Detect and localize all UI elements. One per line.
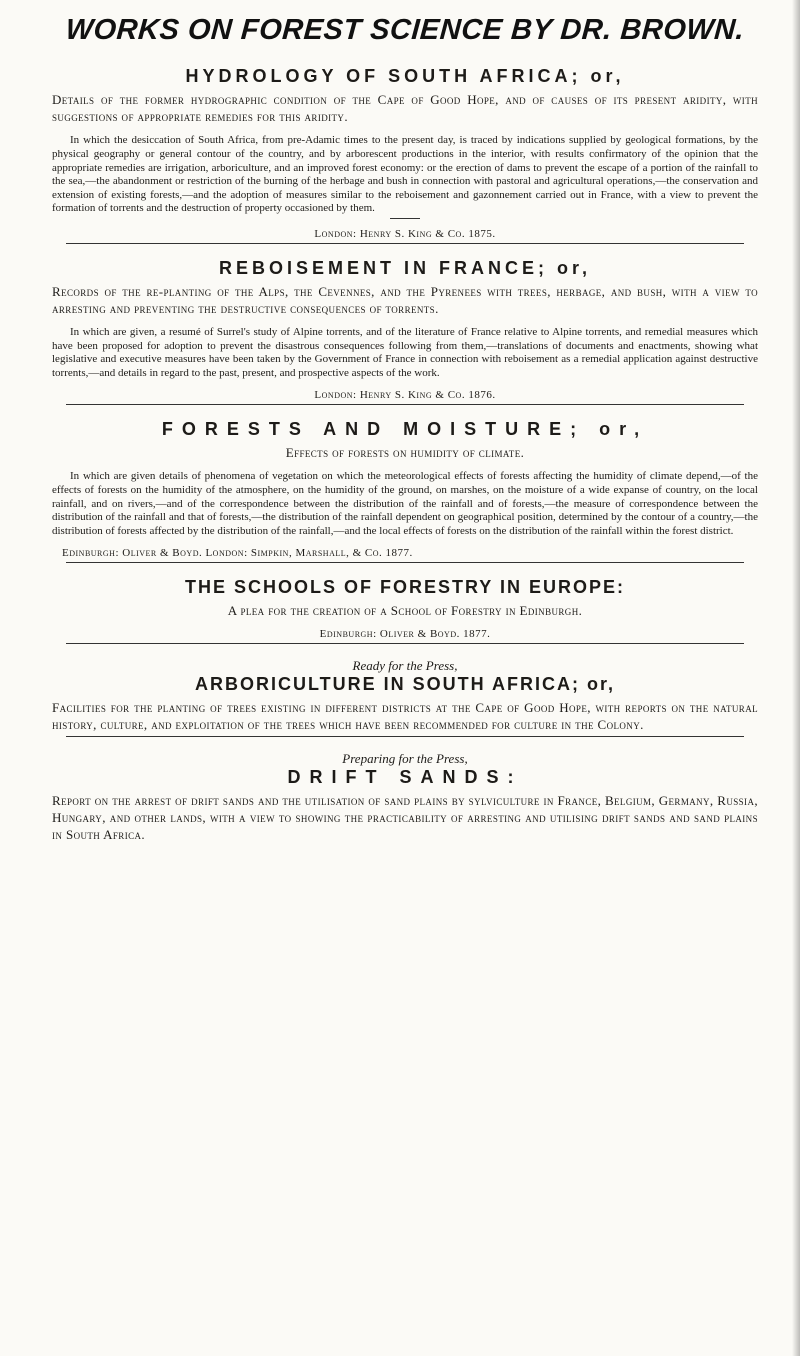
book-entry-hydrology (52, 66, 758, 244)
book-title: HYDROLOGY OF SOUTH AFRICA; or, (185, 66, 625, 87)
book-title: REBOISEMENT IN FRANCE; or, (218, 257, 591, 278)
book-publisher: Edinburgh: Oliver & Boyd. London: Simpkin, Marshall, & Co. 1877. (62, 547, 413, 560)
divider (66, 243, 744, 244)
masthead: WORKS ON FOREST SCIENCE BY DR. BROWN. (64, 14, 746, 46)
book-entry-schools-forestry (52, 577, 758, 644)
book-status-note: Preparing for the Press, (342, 751, 468, 767)
book-publisher: Edinburgh: Oliver & Boyd. 1877. (319, 628, 491, 641)
divider (66, 562, 744, 563)
book-description: In which are given, a resumé of Surrel's study of Alpine torrents, and of the literature of France relative to Alpine torrents, and remedial measures which have been proposed for adoption to prevent the disastrous consequences following from them,—translations of documents and enactments, showing what legislative and executive measures have been taken by the Government of France in connection with reboisement as a remedial application against destructive torrents,—and details in regard to the past, present, and prospective aspects of the work. (52, 325, 758, 379)
divider (390, 218, 420, 219)
book-subtitle: Facilities for the planting of trees existing in different districts at the Cape of Good Hope, with reports on the natural history, culture, and exploitation of the trees which have been recommended for culture in the Colony. (52, 700, 758, 733)
book-description: In which the desiccation of South Africa, from pre-Adamic times to the present day, is traced by indications supplied by geological formations, by the physical geography or general contour of the country, and by arborescent productions in the interior, with results confirmatory of the opinion that the appropriate remedies are irrigation, arboriculture, and an improved forest economy: or the erection of dams to prevent the escape of a portion of the rainfall to the sea,—the abandonment or restriction of the burning of the herbage and bush in connection with pastoral and agricultural operations,—the conservation and extension of existing forests,—and the adoption of measures similar to the reboisement and gazonnement carried out in France, with a view to prevent the formation of torrents and the destruction of property occasioned by them. (52, 134, 758, 215)
book-description: In which are given details of phenomena of vegetation on which the meteorological effects of forests affecting the humidity of climate depend,—of the effects of forests on the humidity of the atmosphere, on the humidity of the ground, on marshes, on the moisture of a wide expanse of country, on the local rainfall, and on rivers,—and of the correspondence between the distribution of the rainfall and of forests,—the measure of correspondence between the distribution of the rainfall and that of forests,—the distribution of the rainfall dependent on geographical position, determined by the contour of a country,—the distribution of forests affected by the distribution of the rainfall,—and the local effects of forests on the distribution of the rainfall within the forest district. (52, 470, 758, 537)
book-subtitle: Report on the arrest of drift sands and the utilisation of sand plains by sylviculture in France, Belgium, Germany, Russia, Hungary, and other lands, with a view to showing the practicability of arresting and utilising drift sands and sand plains in South Africa. (52, 793, 758, 843)
book-title: DRIFT SANDS: (287, 767, 523, 788)
book-publisher: London: Henry S. King & Co. 1875. (314, 227, 496, 240)
book-entry-drift-sands (52, 751, 758, 843)
book-subtitle: A plea for the creation of a School of Forestry in Edinburgh. (227, 603, 583, 619)
book-title: FORESTS AND MOISTURE; or, (161, 419, 649, 440)
book-title: ARBORICULTURE IN SOUTH AFRICA; or, (195, 674, 615, 695)
book-subtitle: Details of the former hydrographic condition of the Cape of Good Hope, and of causes of its present aridity, with suggestions of appropriate remedies for this aridity. (52, 92, 758, 125)
divider (66, 404, 744, 405)
book-subtitle: Records of the re-planting of the Alps, the Cevennes, and the Pyrenees with trees, herbage, and bush, with a view to arresting and preventing the destructive consequences of torrents. (52, 283, 758, 316)
book-entry-forests-moisture (52, 419, 758, 563)
book-entry-arboriculture (52, 658, 758, 737)
advertisement-page (52, 0, 758, 843)
book-title: THE SCHOOLS OF FORESTRY IN EUROPE: (184, 577, 626, 598)
book-subtitle: Effects of forests on humidity of climate. (285, 445, 525, 461)
book-entry-reboisement (52, 258, 758, 405)
divider (66, 736, 744, 737)
book-status-note: Ready for the Press, (352, 658, 458, 674)
page-edge-shadow (792, 0, 800, 1356)
book-publisher: London: Henry S. King & Co. 1876. (314, 389, 496, 402)
divider (66, 643, 744, 644)
